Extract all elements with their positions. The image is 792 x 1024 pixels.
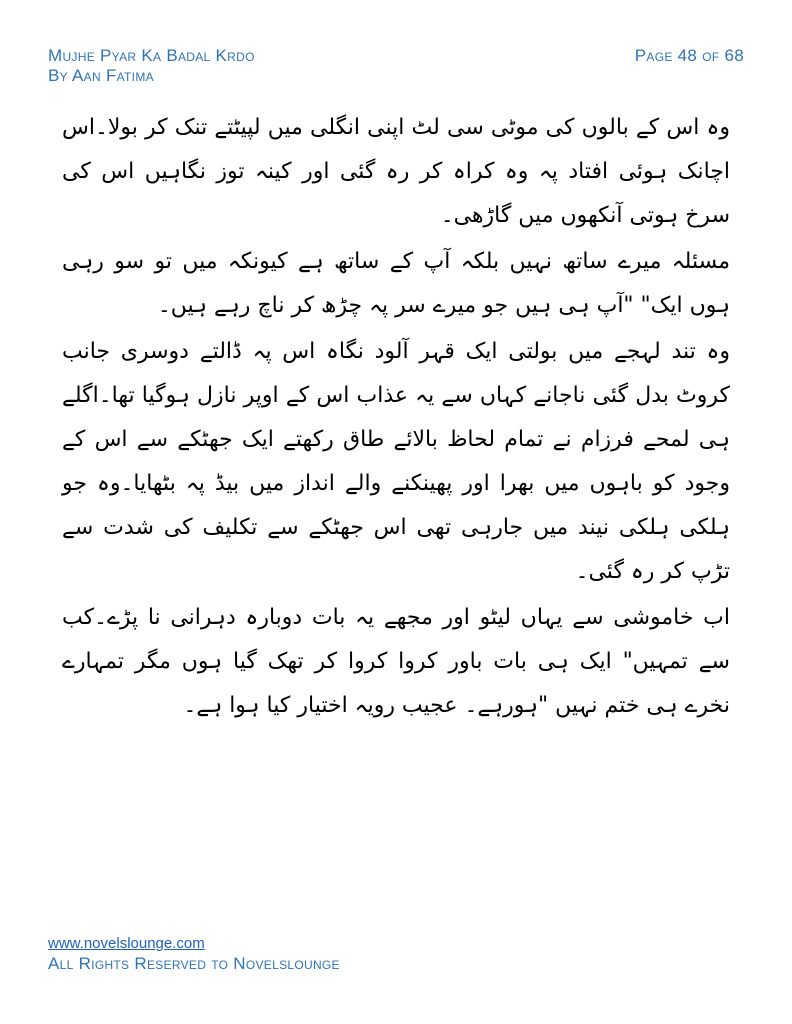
paragraph: مسئلہ میرے ساتھ نہیں بلکہ آپ کے ساتھ ہے کیونکہ میں تو سو رہی ہوں ایک" "آپ ہی ہیں جو میرے سر پہ چڑھ کر ناچ رہے ہیں۔ <box>62 249 730 318</box>
header-left <box>48 46 255 86</box>
rights-notice: All Rights Reserved to Novelslounge <box>48 954 340 973</box>
paragraph: وہ اس کے بالوں کی موٹی سی لٹ اپنی انگلی میں لپیٹتے تنک کر بولا۔اس اچانک ہوئی افتاد پہ وہ کراہ کر رہ گئی اور کینہ توز نگاہیں اس کی سرخ ہوتی آنکھوں میں گاڑھی۔ <box>62 115 730 228</box>
story-body <box>62 106 730 730</box>
website-link[interactable]: www.novelslounge.com <box>48 935 205 952</box>
paragraph: وہ تند لہجے میں بولتی ایک قہر آلود نگاہ اس پہ ڈالتے دوسری جانب کروٹ بدل گئی ناجانے کہاں سے یہ عذاب اس کے اوپر نازل ہوگیا تھا۔اگلے ہی لمحے فرزام نے تمام لحاظ بالائے طاق رکھتے ایک جھٹکے سے اس کے وجود کو باہوں میں بھرا اور پھینکنے والے انداز میں بیڈ پہ بٹھایا۔وہ جو ہلکی ہلکی نیند میں جارہی تھی اس جھٹکے سے تکلیف کی شدت سے تڑپ کر رہ گئی۔ <box>62 339 730 584</box>
footer <box>48 934 340 974</box>
paragraph: اب خاموشی سے یہاں لیٹو اور مجھے یہ بات دوبارہ دہرانی نا پڑے۔کب سے تمہیں" ایک ہی بات باور کروا کروا کر تھک گیا ہوں مگر تمہارے نخرے ہی ختم نہیں "ہورہے۔ عجیب رویہ اختیار کیا ہوا ہے۔ <box>62 605 730 718</box>
book-title: Mujhe Pyar Ka Badal Krdo <box>48 46 255 65</box>
page-number: Page 48 of 68 <box>634 46 744 65</box>
author-name: By Aan Fatima <box>48 66 154 85</box>
